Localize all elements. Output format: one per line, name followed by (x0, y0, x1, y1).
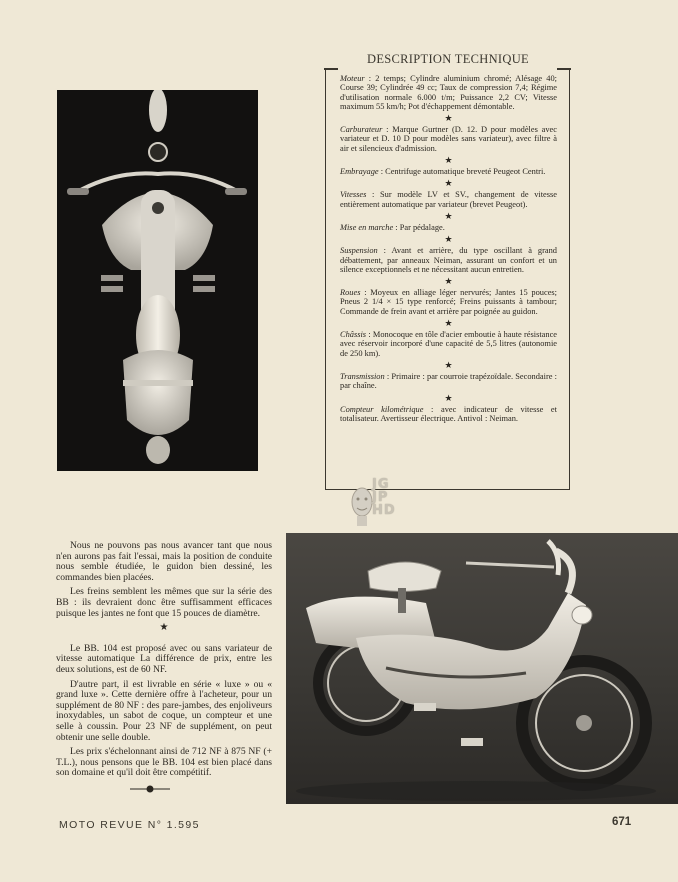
tech-section-term: Carburateur (340, 125, 383, 135)
watermark-line-1: JG (372, 477, 390, 492)
tech-section (340, 74, 557, 111)
watermark-face-icon (350, 484, 374, 528)
box-top-rule-right (557, 68, 571, 70)
watermark-line-3: HD (372, 503, 396, 518)
article-paragraph: D'autre part, il est livrable en série « luxe » ou « grand luxe ». Cette dernière offre à l'acheteur, pour un supplément de 80 NF : des pare-jambes, des enjoliveurs inoxydables, un sabot de coque, un compteur et une selle à coussin. Pour 23 NF de supplément, on peut obtenir une selle double. (56, 678, 272, 743)
tech-section-text: : Sur modèle LV et SV., changement de vitesse entièrement automatique par variateur (brevet Peugeot). (340, 190, 557, 209)
magazine-footer: MOTO REVUE N° 1.595 (59, 819, 200, 831)
watermark-text (372, 478, 414, 517)
tech-section (340, 330, 557, 358)
moped-top-view-drawing (57, 90, 258, 471)
tech-separator-star: ★ (444, 155, 453, 166)
tech-separator-star: ★ (444, 359, 453, 370)
tech-section-term: Transmission (340, 371, 385, 381)
tech-section-term: Suspension (340, 246, 378, 256)
page-number: 671 (612, 816, 632, 828)
tech-separator-star: ★ (444, 318, 453, 329)
tech-section-term: Embrayage (340, 167, 379, 177)
box-top-rule-left (324, 68, 338, 70)
tech-section (340, 372, 557, 391)
article-column (56, 541, 272, 783)
tech-section-text: : Monocoque en tôle d'acier emboutie à haute résistance avec réservoir incorporé d'une capacité de 5,5 litres (autonomie de 250 km). (340, 330, 557, 358)
tech-section (340, 190, 557, 209)
tech-section-text: : Centrifuge automatique breveté Peugeot Centri. (378, 167, 546, 177)
article-paragraph: Les freins semblent les mêmes que sur la série des BB : ils devraient donc être suffisamment efficaces puisque les jantes ne font que 15 pouces de diamètre. (56, 586, 272, 619)
article-end-ornament (130, 785, 170, 793)
tech-section-text: : avec indicateur de vitesse et totalisateur. Avertisseur électrique. Antivol : Neiman. (340, 404, 557, 423)
moped-side-view-photo (286, 533, 678, 804)
tech-section (340, 125, 557, 153)
article-separator-star: ★ (159, 622, 169, 634)
tech-sections (340, 74, 557, 423)
tech-section (340, 246, 557, 274)
article-paragraph: Le BB. 104 est proposé avec ou sans variateur de vitesse automatique La différence de prix, entre les deux solutions, est de 60 NF. (56, 642, 272, 675)
watermark (350, 478, 414, 540)
tech-section (340, 405, 557, 424)
tech-section-text: : Marque Gurtner (D. 12. D pour modèles avec variateur et D. 10 D pour modèles sans variateur), avec filtre à air et silencieux d'admission. (340, 125, 557, 153)
tech-section-term: Vitesses (340, 190, 367, 200)
moped-top-view-photo (57, 90, 258, 471)
watermark-line-2: JP (372, 490, 389, 505)
tech-section-term: Mise en marche (340, 222, 394, 232)
tech-separator-star: ★ (444, 210, 453, 221)
tech-separator-star: ★ (444, 113, 453, 124)
tech-description-heading: DESCRIPTION TECHNIQUE (367, 52, 529, 66)
tech-section-text: : Avant et arrière, du type oscillant à grand débattement, par anneaux Neiman, assurant un confort et un silence exceptionnels et ne nécessitant aucun entretien. (340, 246, 557, 274)
tech-section-text: : Moyeux en alliage léger nervurés; Jantes 15 pouces; Pneus 2 1/4 × 15 type renforcé; Freins puissants à tambour; Commande de frein avant et arrière par poignée au guidon. (340, 288, 557, 316)
tech-separator-star: ★ (444, 234, 453, 245)
tech-section (340, 288, 557, 316)
tech-section-term: Roues (340, 288, 361, 298)
tech-section-text: : 2 temps; Cylindre aluminium chromé; Alésage 40; Course 39; Cylindrée 49 cc; Taux de compression 7,4; Régime d'utilisation normale 6.000 t/m; Puissance 2,2 CV; Vitesse maximum 55 km/h; Pot d'échappement démontable. (340, 74, 557, 111)
tech-section-term: Compteur kilométrique (340, 404, 424, 414)
tech-description-box (325, 68, 570, 490)
article-paragraph: Nous ne pouvons pas nous avancer tant que nous n'en aurons pas fait l'essai, mais la position de conduite nous semble étudiée, le guidon bien dessiné, les commandes bien placées. (56, 540, 272, 583)
tech-section-term: Moteur (340, 74, 365, 83)
article-paragraph: Les prix s'échelonnant ainsi de 712 NF à 875 NF (+ T.L.), nous pensons que le BB. 104 est bien placé dans son domaine et qu'il doit être compétitif. (56, 746, 272, 779)
tech-section-term: Châssis (340, 330, 367, 340)
tech-separator-star: ★ (444, 276, 453, 287)
tech-section (340, 223, 557, 232)
tech-section-text: : Par pédalage. (393, 222, 445, 232)
tech-section-text: : Primaire : par courroie trapézoïdale. Secondaire : par chaîne. (340, 371, 557, 391)
tech-section (340, 167, 557, 176)
tech-separator-star: ★ (444, 178, 453, 189)
moped-side-view-drawing (286, 533, 678, 804)
tech-separator-star: ★ (444, 392, 453, 403)
